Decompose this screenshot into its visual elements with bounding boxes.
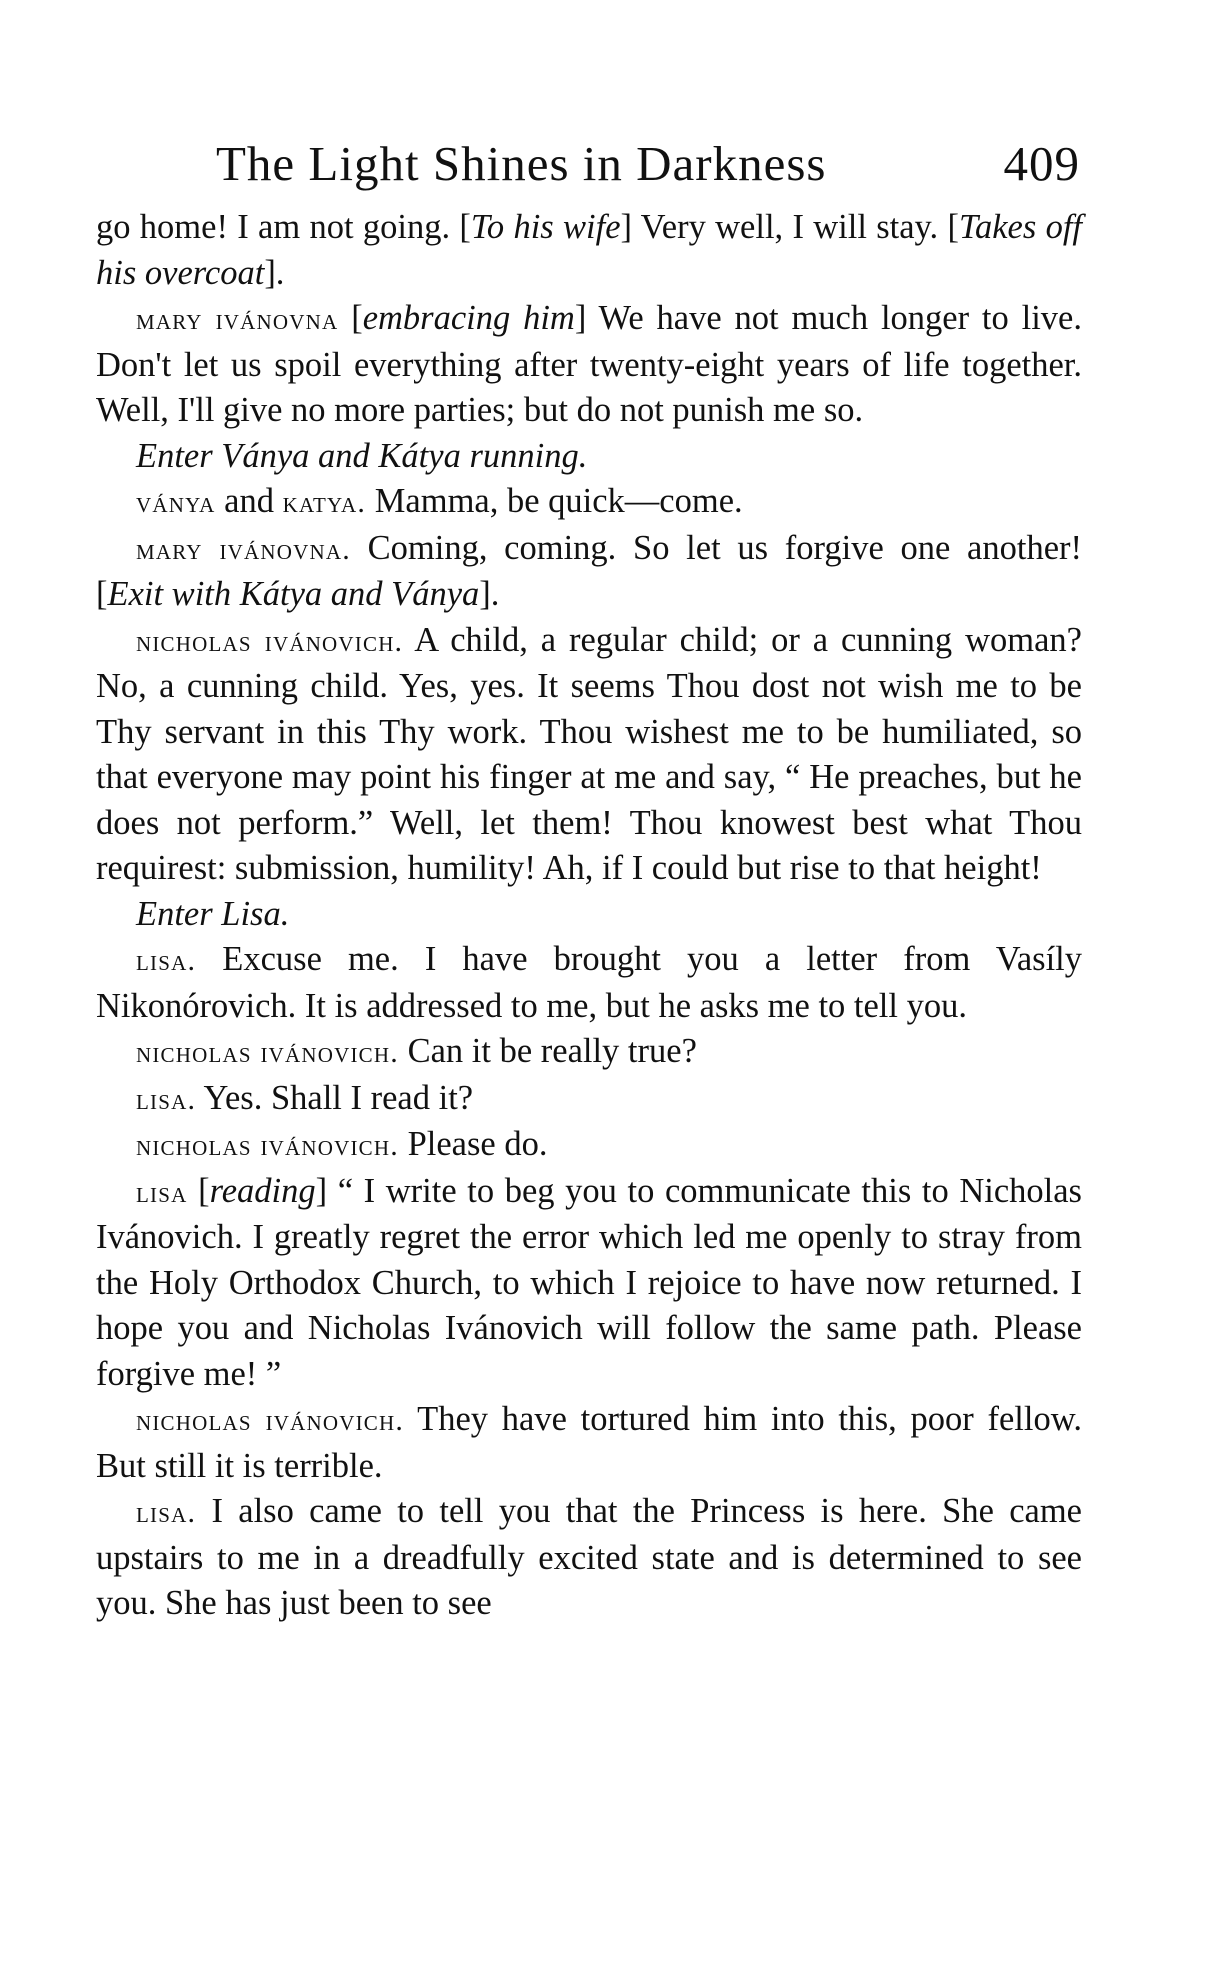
page-number: 409: [1003, 136, 1080, 191]
dialogue-paragraph: [96, 1169, 1082, 1398]
text-run: ].: [264, 253, 285, 292]
speaker-name: nicholas ivánovich.: [136, 1036, 399, 1069]
stage-direction-inline: Takes off his overcoat: [96, 208, 1083, 292]
text-run: Coming, coming. So let us forgive one another! [: [96, 528, 1082, 613]
text-run: ] “ I write to beg you to communicate this to Nicholas Ivánovich. I greatly regret the error which led me openly to stray from the Holy Orthodox Church, to which I rejoice to have now returned. I hope you and Nicholas Ivánovich will follow the same path. Please forgive me! ”: [96, 1171, 1082, 1393]
text-run: Enter Ványa and Kátya running.: [136, 436, 588, 475]
dialogue-paragraph: [96, 296, 1082, 434]
dialogue-paragraph: [96, 1489, 1082, 1627]
text-run: Yes. Shall I read it?: [196, 1078, 474, 1117]
stage-direction-inline: embracing him: [362, 299, 575, 337]
text-run: Can it be really true?: [398, 1032, 697, 1070]
text-run: Excuse me. I have brought you a letter from Vasíly Nikonórovich. It is addressed to me, but he asks me to tell you.: [96, 940, 1082, 1025]
speaker-name: katya.: [282, 486, 367, 519]
dialogue-paragraph: [96, 205, 1082, 296]
text-run: ] We have not much longer to live. Don't let us spoil everything after twenty-eight years of life together. Well, I'll give no more parties; but do not punish me so.: [96, 299, 1082, 429]
stage-direction-inline: reading: [209, 1171, 316, 1210]
running-title: The Light Shines in Darkness: [216, 136, 827, 191]
text-run: go home! I am not going. [: [96, 208, 471, 246]
dialogue-paragraph: [96, 1122, 1082, 1169]
dialogue-paragraph: [96, 1076, 1082, 1123]
text-run: ].: [479, 575, 500, 613]
text-run: Mamma, be quick—come.: [366, 482, 743, 520]
speaker-name: ványa: [136, 486, 216, 519]
dialogue-paragraph: [96, 1029, 1082, 1076]
dialogue-paragraph: [96, 618, 1082, 892]
speaker-name: mary ivánovna: [136, 303, 339, 336]
stage-direction-inline: To his wife: [470, 208, 621, 246]
speaker-name: nicholas ivánovich.: [136, 624, 404, 658]
text-run: They have tortured him into this, poor fellow. But still it is terrible.: [96, 1400, 1082, 1485]
speaker-name: lisa.: [136, 1496, 197, 1529]
dialogue-paragraph: [96, 937, 1082, 1029]
text-run: Please do.: [398, 1125, 548, 1163]
speaker-name: nicholas ivánovich.: [136, 1129, 399, 1162]
text-run: ] Very well, I will stay. [: [620, 208, 959, 246]
dialogue-paragraph: [96, 1397, 1082, 1489]
dialogue-paragraph: [96, 479, 1082, 526]
speaker-name: lisa.: [136, 1082, 197, 1116]
text-run: [: [338, 299, 363, 337]
text-run: and: [215, 482, 283, 520]
dialogue-paragraph: [96, 526, 1082, 618]
stage-direction: [96, 434, 1082, 480]
stage-direction-inline: Exit with Kátya and Ványa: [107, 575, 480, 613]
speaker-name: lisa.: [136, 944, 197, 977]
text-run: I also came to tell you that the Princess is here. She came upstairs to me in a dreadfully excited state and is determined to see you. She has just been to see: [96, 1492, 1082, 1622]
speaker-name: lisa: [136, 1175, 188, 1209]
speaker-name: nicholas ivánovich.: [136, 1404, 405, 1437]
text-run: A child, a regular child; or a cunning woman? No, a cunning child. Yes, yes. It seems Thou dost not wish me to be Thy servant in this Thy work. Thou wishest me to be humiliated, so that everyone may point his finger at me and say, “ He preaches, but he does not perform.” Well, let them! Thou knowest best what Thou requirest: submission, humility! Ah, if I could but rise to that height!: [96, 620, 1082, 887]
page-body-text: [96, 205, 1082, 1627]
text-run: [: [187, 1171, 210, 1210]
stage-direction: [96, 892, 1082, 938]
text-run: Enter Lisa.: [136, 894, 290, 933]
running-header: [216, 135, 1080, 195]
speaker-name: mary ivánovna.: [136, 532, 351, 566]
